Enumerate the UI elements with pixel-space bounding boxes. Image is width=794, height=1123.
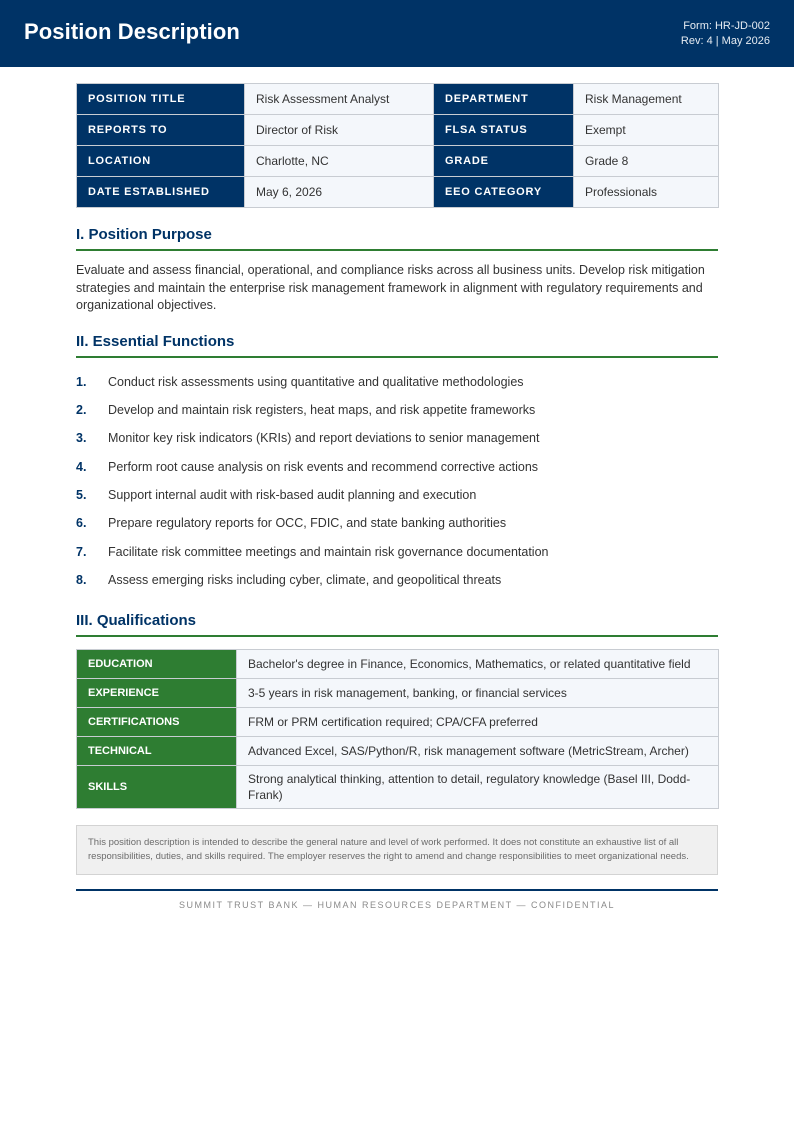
item-text: Monitor key risk indicators (KRIs) and report deviations to senior management [108, 431, 540, 446]
info-value: Risk Management [574, 84, 719, 115]
list-item [76, 538, 718, 566]
table-row [77, 678, 719, 707]
qualification-label: EDUCATION [77, 649, 237, 678]
qualifications-table [76, 649, 719, 809]
form-number: Form: HR-JD-002 [683, 20, 770, 32]
disclaimer-box: This position description is intended to describe the general nature and level of work performed. It does not constitute an exhaustive list of all responsibilities, duties, and skills required. The employer reserves the right to amend and change responsibilities to meet organizational needs. [76, 825, 718, 875]
table-row [77, 707, 719, 736]
list-item [76, 396, 718, 424]
qualification-value: 3-5 years in risk management, banking, or financial services [237, 678, 719, 707]
functions-list [76, 368, 718, 595]
document-body [76, 83, 718, 910]
list-item [76, 453, 718, 481]
info-label: REPORTS TO [77, 115, 245, 146]
info-label: EEO CATEGORY [434, 177, 574, 208]
info-label: LOCATION [77, 146, 245, 177]
info-label: FLSA STATUS [434, 115, 574, 146]
qualification-label: SKILLS [77, 765, 237, 808]
qualification-value: FRM or PRM certification required; CPA/CFA preferred [237, 707, 719, 736]
qualifications-section [76, 612, 718, 809]
item-text: Conduct risk assessments using quantitative and qualitative methodologies [108, 374, 524, 389]
table-row [77, 736, 719, 765]
info-value: Risk Assessment Analyst [245, 84, 434, 115]
item-text: Develop and maintain risk registers, heat maps, and risk appetite frameworks [108, 402, 536, 417]
info-value: Charlotte, NC [245, 146, 434, 177]
info-value: Professionals [574, 177, 719, 208]
info-value: Grade 8 [574, 146, 719, 177]
info-label: POSITION TITLE [77, 84, 245, 115]
info-row [77, 84, 719, 115]
item-number: 5. [76, 488, 87, 503]
qualification-value: Advanced Excel, SAS/Python/R, risk management software (MetricStream, Archer) [237, 736, 719, 765]
list-item [76, 509, 718, 537]
item-number: 6. [76, 516, 87, 531]
qualification-value: Strong analytical thinking, attention to detail, regulatory knowledge (Basel III, Dodd-Frank) [237, 765, 719, 808]
form-meta [681, 19, 770, 49]
item-text: Facilitate risk committee meetings and maintain risk governance documentation [108, 544, 549, 559]
functions-section [76, 333, 718, 595]
item-text: Prepare regulatory reports for OCC, FDIC, and state banking authorities [108, 516, 507, 531]
purpose-text: Evaluate and assess financial, operational, and compliance risks across all business units. Develop risk mitigation strategies and maintain the enterprise risk management framework in alignment with regulatory requirements and organizational objectives. [76, 263, 705, 312]
info-value: May 6, 2026 [245, 177, 434, 208]
qualification-label: EXPERIENCE [77, 678, 237, 707]
page-title: Position Description [24, 19, 240, 44]
item-number: 7. [76, 544, 87, 559]
info-label: DEPARTMENT [434, 84, 574, 115]
page-header [0, 0, 794, 67]
list-item [76, 424, 718, 452]
revision-info: Rev: 4 | May 2026 [680, 35, 770, 47]
item-text: Assess emerging risks including cyber, climate, and geopolitical threats [108, 573, 502, 588]
section-title: III. Qualifications [76, 612, 718, 637]
purpose-section [76, 226, 718, 315]
info-row [77, 115, 719, 146]
item-text: Support internal audit with risk-based audit planning and execution [108, 488, 477, 503]
table-row [77, 765, 719, 808]
section-title: I. Position Purpose [76, 226, 718, 251]
qualification-value: Bachelor's degree in Finance, Economics, Mathematics, or related quantitative field [237, 649, 719, 678]
info-value: Exempt [574, 115, 719, 146]
item-text: Perform root cause analysis on risk events and recommend corrective actions [108, 459, 539, 474]
info-label: DATE ESTABLISHED [77, 177, 245, 208]
item-number: 4. [76, 459, 87, 474]
qualification-label: TECHNICAL [77, 736, 237, 765]
list-item [76, 481, 718, 509]
info-row [77, 177, 719, 208]
item-number: 8. [76, 573, 87, 588]
table-row [77, 649, 719, 678]
info-label: GRADE [434, 146, 574, 177]
qualification-label: CERTIFICATIONS [77, 707, 237, 736]
info-value: Director of Risk [245, 115, 434, 146]
position-info-table [76, 83, 719, 208]
info-row [77, 146, 719, 177]
list-item [76, 368, 718, 396]
page-footer: SUMMIT TRUST BANK — HUMAN RESOURCES DEPARTMENT — CONFIDENTIAL [76, 889, 718, 910]
item-number: 3. [76, 431, 87, 446]
item-number: 1. [76, 374, 87, 389]
item-number: 2. [76, 402, 87, 417]
list-item [76, 566, 718, 594]
section-title: II. Essential Functions [76, 333, 718, 358]
